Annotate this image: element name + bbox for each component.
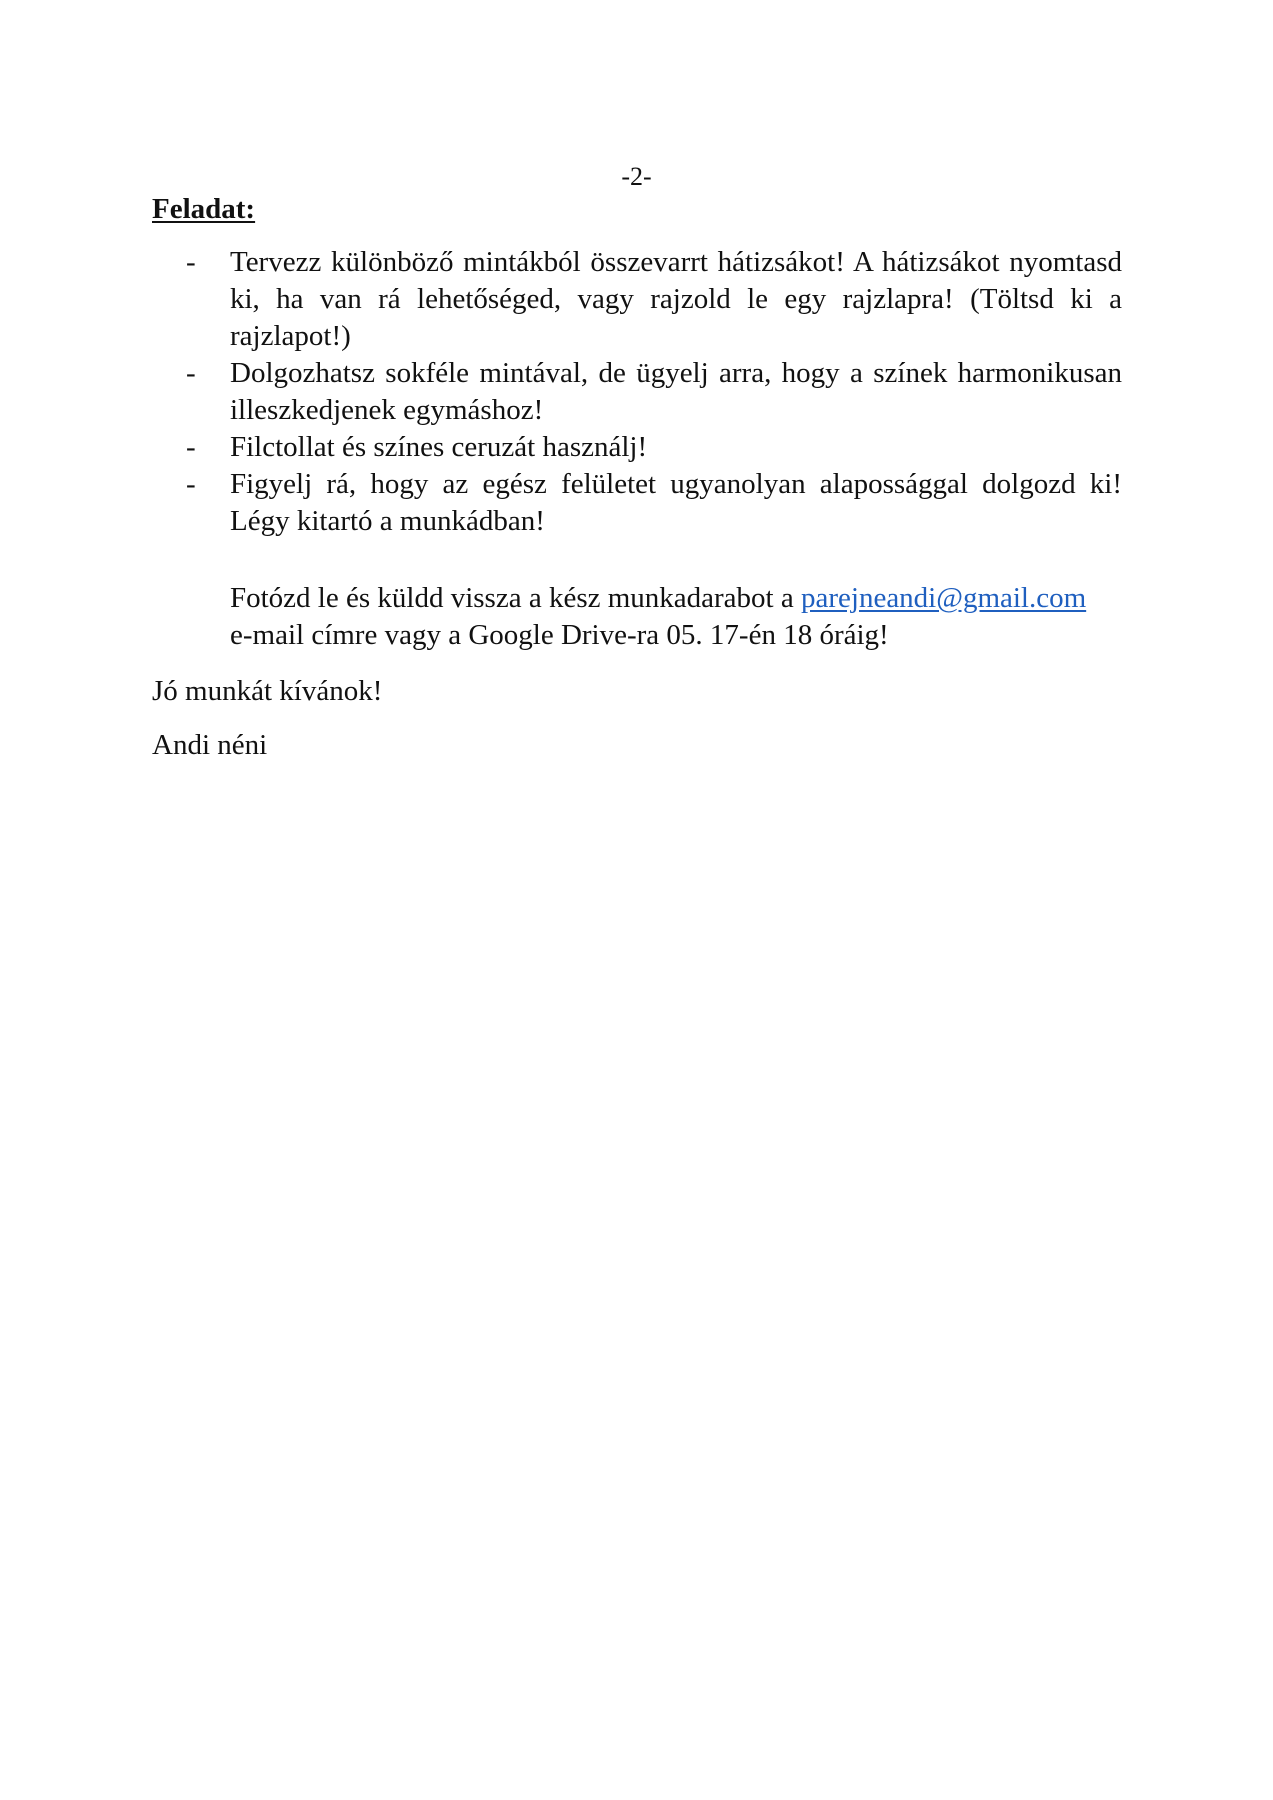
signature-text: Andi néni [152,729,268,761]
task-heading: Feladat: [152,193,256,225]
submission-note [230,580,1122,654]
list-item [186,429,1122,466]
submission-deadline-text: e-mail címre vagy a Google Drive-ra 05. 17-én 18 óráig! [230,619,889,651]
list-bullet: - [186,431,196,463]
submission-text: Fotózd le és küldd vissza a kész munkadarabot a [230,582,801,614]
task-text: Tervezz különböző mintákból összevarrt hátizsákot! A hátizsákot nyomtasd ki, ha van rá lehetőséged, vagy rajzold le egy rajzlapra! (Töltsd ki a rajzlapot!) [230,246,1122,352]
list-bullet: - [186,468,196,500]
closing-text: Jó munkát kívánok! [152,675,383,707]
task-list [186,244,1122,540]
task-text: Dolgozhatsz sokféle mintával, de ügyelj arra, hogy a színek harmonikusan illeszkedjenek egymáshoz! [230,357,1122,426]
page-number: -2- [621,162,652,191]
task-text: Filctollat és színes ceruzát használj! [230,431,648,463]
email-link[interactable]: parejneandi@gmail.com [800,582,1087,614]
list-item [186,466,1122,540]
task-text: Figyelj rá, hogy az egész felületet ugyanolyan alapossággal dolgozd ki! Légy kitartó a munkádban! [230,468,1122,537]
list-item [186,244,1122,355]
list-bullet: - [186,246,196,278]
list-bullet: - [186,357,196,389]
list-item [186,355,1122,429]
